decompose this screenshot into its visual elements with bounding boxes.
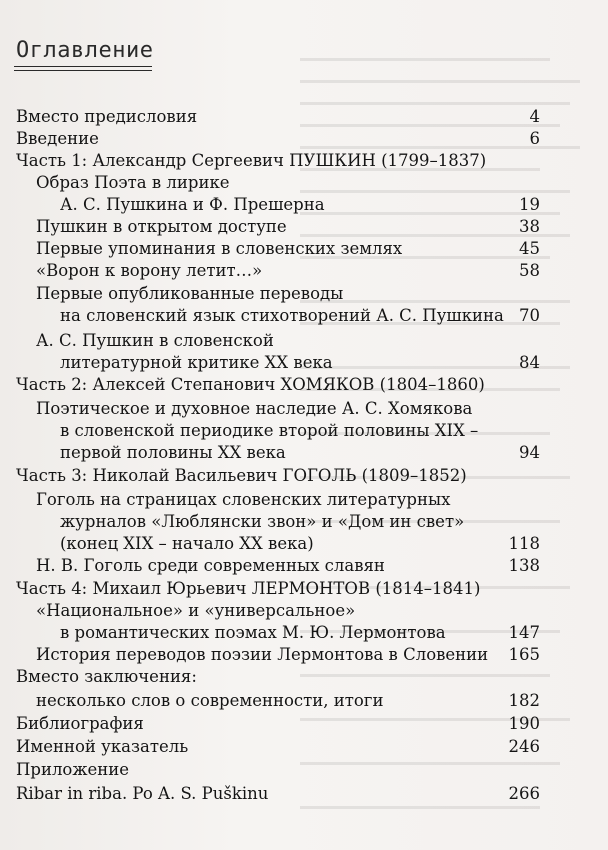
toc-entry-text: Вместо заключения: <box>16 667 197 686</box>
toc-page-number: 118 <box>508 534 540 553</box>
toc-page-number: 246 <box>508 737 540 756</box>
toc-entry-text: «Национальное» и «универсальное» <box>36 601 356 620</box>
toc-entry-text: Пушкин в открытом доступе <box>36 217 287 236</box>
toc-entry-text: Образ Поэта в лирике <box>36 173 230 192</box>
toc-part-heading: Часть 3: Николай Васильевич ГОГОЛЬ (1809–1852) <box>16 466 467 485</box>
toc-entry-text: первой половины XX века <box>60 443 286 462</box>
toc-entry-text: А. С. Пушкина и Ф. Прешерна <box>60 195 325 214</box>
toc-page-number: 138 <box>508 556 540 575</box>
toc-page-number: 190 <box>508 714 540 733</box>
page-title: Оглавление <box>16 38 154 63</box>
toc-entry-text: Н. В. Гоголь среди современных славян <box>36 556 385 575</box>
toc-entry-text: литературной критике ХХ века <box>60 353 333 372</box>
toc-entry-text: Вместо предисловия <box>16 107 198 126</box>
toc-page-number: 19 <box>519 195 540 214</box>
toc-page-number: 165 <box>508 645 540 664</box>
toc-entry-text: Библиография <box>16 714 144 733</box>
toc-page-number: 266 <box>508 784 540 803</box>
toc-entry-text: на словенский язык стихотворений А. С. Пушкина <box>60 306 504 325</box>
toc-entry-text: Введение <box>16 129 99 148</box>
toc-page-number: 94 <box>519 443 540 462</box>
toc-page-number: 58 <box>519 261 540 280</box>
toc-entry-text: журналов «Люблянски звон» и «Дом ин свет» <box>60 512 465 531</box>
toc-entry-text: Приложение <box>16 760 130 779</box>
toc-page-number: 38 <box>519 217 540 236</box>
toc-part-heading: Часть 1: Александр Сергеевич ПУШКИН (1799–1837) <box>16 151 487 170</box>
toc-entry-text: «Ворон к ворону летит…» <box>36 261 263 280</box>
toc-entry-text: Поэтическое и духовное наследие А. С. Хомякова <box>36 399 473 418</box>
toc-page-number: 6 <box>529 129 540 148</box>
title-underline <box>14 66 152 67</box>
toc-page-number: 70 <box>519 306 540 325</box>
toc-entry-text: Гоголь на страницах словенских литературных <box>36 490 451 509</box>
toc-part-heading: Часть 4: Михаил Юрьевич ЛЕРМОНТОВ (1814–1841) <box>16 579 481 598</box>
toc-entry-text: История переводов поэзии Лермонтова в Словении <box>36 645 489 664</box>
toc-page-number: 147 <box>508 623 540 642</box>
toc-entry-text: Именной указатель <box>16 737 189 756</box>
toc-entry-text: (конец XIX – начало XX века) <box>60 534 314 553</box>
toc-entry-text: в словенской периодике второй половины XIX – <box>60 421 479 440</box>
toc-entry-text: в романтических поэмах М. Ю. Лермонтова <box>60 623 446 642</box>
toc-entry-text: Первые упоминания в словенских землях <box>36 239 403 258</box>
toc-entry-text: А. С. Пушкин в словенской <box>36 331 274 350</box>
toc-entry-text: Первые опубликованные переводы <box>36 284 344 303</box>
toc-part-heading: Часть 2: Алексей Степанович ХОМЯКОВ (1804–1860) <box>16 375 485 394</box>
toc-page-number: 182 <box>508 691 540 710</box>
toc-page-number: 84 <box>519 353 540 372</box>
toc-page-number: 45 <box>519 239 540 258</box>
title-underline-thin <box>14 70 152 71</box>
toc-entry-text: несколько слов о современности, итоги <box>36 691 384 710</box>
toc-page-number: 4 <box>529 107 540 126</box>
toc-entry-text: Ribar in riba. Po A. S. Puškinu <box>16 784 269 803</box>
